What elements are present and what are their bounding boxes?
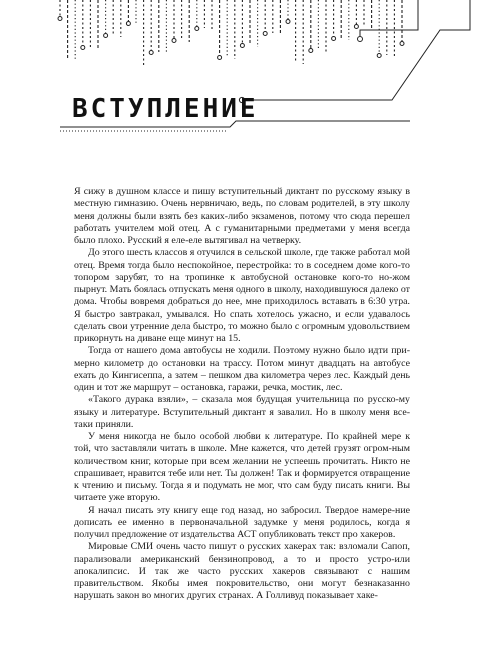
node-ring bbox=[377, 54, 381, 58]
node-ring bbox=[400, 42, 404, 46]
paragraph: У меня никогда не было особой любви к литературе. По крайней мере к той, что заставляли читать в школе. Мне кажется, что детей грузят огром-ным количеством книг, которые при всем желании не успеешь прочитать. Никто не спрашивает, нравится тебе или нет. Ты должен! Так и формируется отвращение к чтению и письму. Тогда я и подумать не мог, что сам буду писать книги. Вы читаете уже вторую. bbox=[74, 431, 410, 504]
node-ring bbox=[218, 56, 222, 60]
paragraph: Я сижу в душном классе и пишу вступительный диктант по русскому языку в местную гимназию. Очень нервничаю, ведь, по словам родителей, в эту школу меня должны были взять без каких-либо экзаменов, потому что сюда перешел работать учителем мой отец. А с гуманитарными предметами у меня всегда было плохо. Русский я еле-еле вытягивал на четверку. bbox=[74, 186, 410, 246]
circuit-trace bbox=[360, 0, 418, 36]
node-ring bbox=[195, 27, 199, 31]
node-ring bbox=[172, 39, 176, 43]
node-ring bbox=[354, 25, 358, 29]
node-ring bbox=[263, 32, 267, 36]
paragraph: «Такого дурака взяли», – сказала моя будущая учительница по русско-му языку и литературе. Вступительный диктант я завалил. Но в школу меня все-таки приняли. bbox=[74, 394, 410, 430]
node-ring bbox=[286, 20, 290, 24]
node-ring bbox=[81, 46, 85, 50]
paragraph: Тогда от нашего дома автобусы не ходили. Поэтому нужно было идти при-мерно километр до остановки на трассу. Потом минут двадцать на автобусе ехать до Кингисеппа, а затем – пешком два километра через лес. Каждый день один и тот же маршрут – остановка, гаражи, речка, мостик, лес. bbox=[74, 345, 410, 393]
node-ring bbox=[309, 49, 313, 53]
body-text bbox=[74, 186, 410, 646]
paragraph: До этого шесть классов я отучился в сельской школе, где также работал мой отец. Время тогда было неспокойное, перестройка: то в соседнем доме кого-то топором зарубят, то на тропинке к автобусной остановке кого-то но-жом пырнут. Мать боялась отпускать меня одного в школу, находившуюся далеко от дома. Чтобы вовремя добраться до нее, мне приходилось вставать в 6:30 утра. Я быстро завтракал, умывался. Но спать хотелось ужасно, и если удавалось сделать свои утренние дела быстро, то можно было с огромным удовольствием прикорнуть на диване еще минут на 15. bbox=[74, 247, 410, 344]
node-ring bbox=[104, 34, 108, 38]
node-ring bbox=[240, 44, 244, 48]
node-ring bbox=[58, 17, 62, 21]
node-ring bbox=[126, 22, 130, 26]
paragraph: Мировые СМИ очень часто пишут о русских хакерах так: взломали Сапоп, парализовали американский бензинопровод, а то и просто устро-или апокалипсис. И так же часто русских хакеров связывают с нашим правительством. Якобы имея покровительство, они могут безнаказанно нарушать закон во многих других странах. А Голливуд показывает хаке- bbox=[74, 541, 410, 602]
node-ring bbox=[358, 37, 363, 42]
chapter-title: ВСТУПЛЕНИЕ bbox=[72, 94, 259, 124]
circuit-trace bbox=[245, 0, 470, 100]
node-ring bbox=[149, 51, 153, 55]
node-ring bbox=[332, 37, 336, 41]
paragraph: Я начал писать эту книгу еще год назад, но забросил. Твердое намере-ние дописать ее именно в первоначальной задумке у меня родилось, когда я получил предложение от издательства АСТ опубликовать текст про хакеров. bbox=[74, 504, 410, 540]
